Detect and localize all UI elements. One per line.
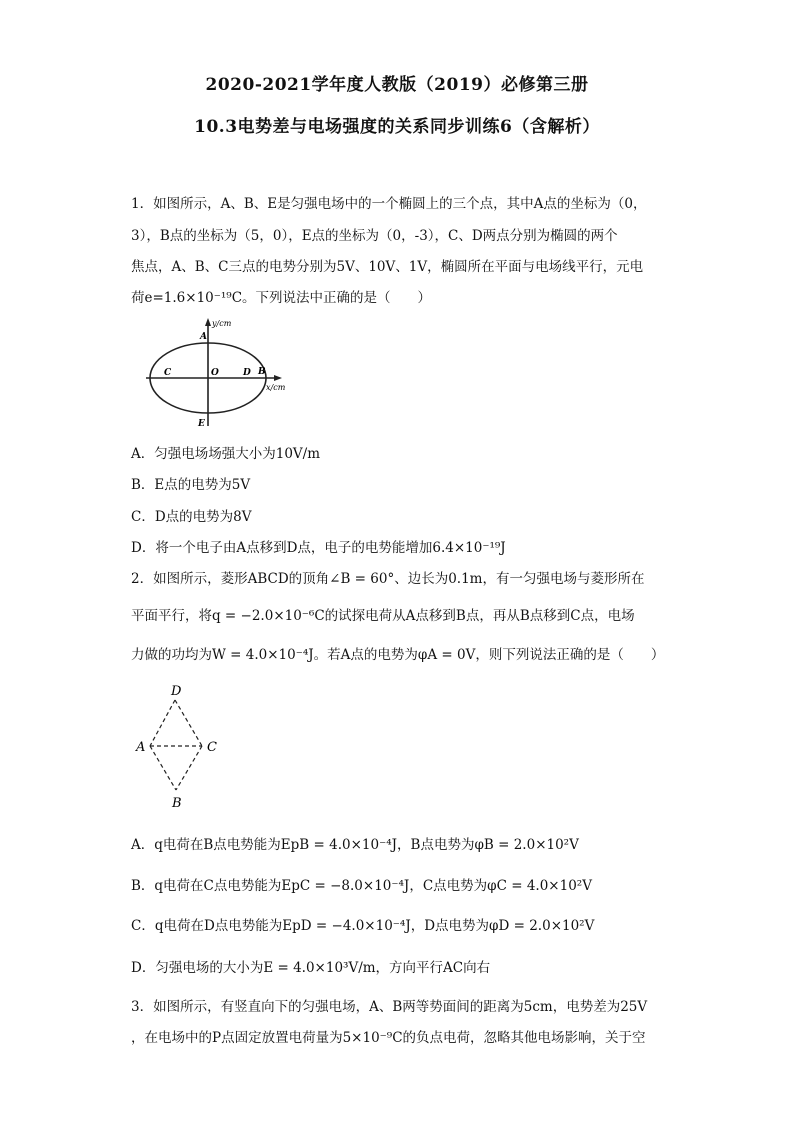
x-axis-label: x/cm [266, 383, 286, 392]
q2-option-b: B．q电荷在C点电势能为EpC = −8.0×10⁻⁴J，C点电势为φC = 4.0×10²V [131, 878, 592, 894]
q2-option-c: C．q电荷在D点电势能为EpD = −4.0×10⁻⁴J，D点电势为φD = 2.0×10²V [131, 918, 595, 934]
point-e-label: E [198, 419, 205, 429]
point-a-label: A [200, 332, 207, 342]
q3-stem-line: ，在电场中的P点固定放置电荷量为5×10⁻⁹C的负点电荷，忽略其他电场影响，关于空 [131, 1030, 646, 1046]
q1-option-d: D．将一个电子由A点移到D点，电子的电势能增加6.4×10⁻¹⁹J [131, 540, 506, 556]
vertex-a-label: A [136, 740, 146, 755]
q1-stem-line: 3），B点的坐标为（5，0），E点的坐标为（0，-3），C、D两点分别为椭圆的两个 [131, 228, 618, 244]
point-c-label: C [164, 368, 172, 378]
edge-dc [175, 700, 202, 746]
q2-stem-line: 力做的功均为W = 4.0×10⁻⁴J。若A点的电势为φA = 0V，则下列说法正确的是（ ） [131, 647, 665, 663]
q1-stem-line: 焦点，A、B、C三点的电势分别为5V、10V、1V，椭圆所在平面与电场线平行，元电 [131, 259, 644, 275]
q3-stem-line: 3．如图所示，有竖直向下的匀强电场，A、B两等势面间的距离为5cm，电势差为25V [131, 999, 648, 1015]
point-b-label: B [258, 367, 266, 377]
y-axis-label: y/cm [212, 319, 232, 328]
point-d-label: D [243, 368, 251, 378]
document-title-line2: 10.3电势差与电场强度的关系同步训练6（含解析） [194, 117, 600, 137]
origin-label: O [211, 368, 219, 378]
x-axis-arrow [274, 375, 282, 381]
y-axis-arrow [205, 318, 211, 326]
q2-option-d: D．匀强电场的大小为E = 4.0×10³V/m，方向平行AC向右 [131, 960, 491, 976]
q1-ellipse-figure [140, 314, 300, 434]
q2-stem-line: 2．如图所示，菱形ABCD的顶角∠B = 60°、边长为0.1m，有一匀强电场与菱形所在 [131, 571, 645, 587]
q1-option-a: A．匀强电场场强大小为10V/m [131, 446, 321, 462]
q1-option-b: B．E点的电势为5V [131, 477, 251, 493]
vertex-b-label: B [172, 796, 182, 811]
edge-ab [150, 746, 176, 790]
q2-stem-line: 平面平行，将q = −2.0×10⁻⁶C的试探电荷从A点移到B点，再从B点移到C点，电场 [131, 608, 635, 624]
vertex-d-label: D [171, 684, 182, 699]
q1-stem-line: 荷e=1.6×10⁻¹⁹C。下列说法中正确的是（ ） [131, 290, 432, 306]
q1-option-c: C．D点的电势为8V [131, 509, 252, 525]
q2-option-a: A．q电荷在B点电势能为EpB = 4.0×10⁻⁴J，B点电势为φB = 2.0×10²V [131, 837, 579, 853]
document-title-line1: 2020-2021学年度人教版（2019）必修第三册 [205, 75, 589, 95]
q1-stem-line: 1．如图所示，A、B、E是匀强电场中的一个椭圆上的三个点，其中A点的坐标为（0， [131, 196, 647, 212]
q2-rhombus-figure [130, 682, 230, 812]
vertex-c-label: C [207, 740, 217, 755]
edge-da [150, 700, 175, 746]
edge-cb [176, 746, 202, 790]
